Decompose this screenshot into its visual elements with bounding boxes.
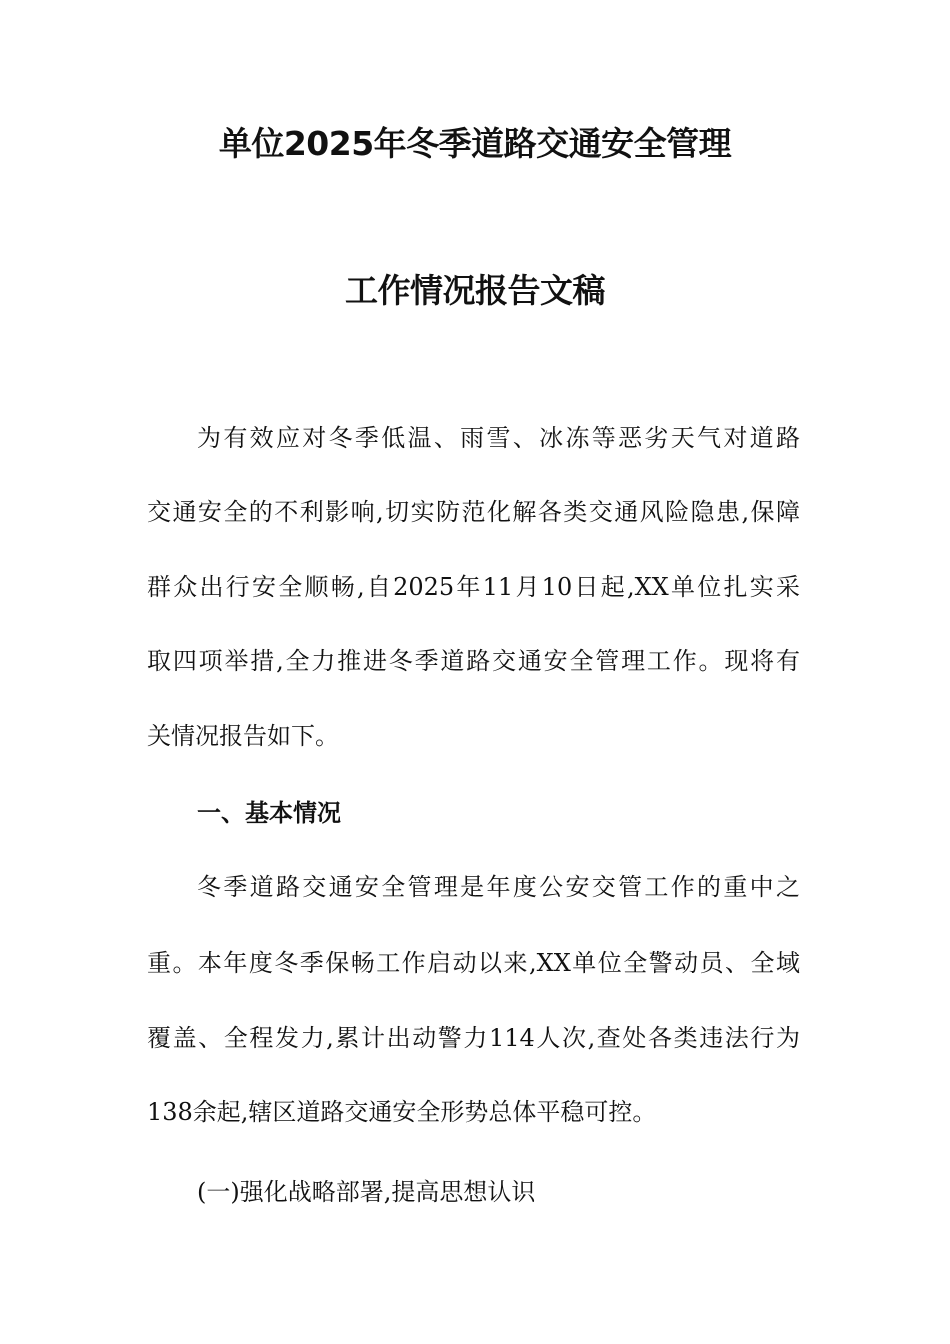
document-title-line-1: 单位2025年冬季道路交通安全管理: [218, 124, 732, 163]
intro-paragraph-line: 为有效应对冬季低温、雨雪、冰冻等恶劣天气对道路: [197, 424, 800, 452]
intro-paragraph-line: 取四项举措,全力推进冬季道路交通安全管理工作。现将有: [147, 647, 800, 675]
document-title-line-2: 工作情况报告文稿: [345, 271, 605, 310]
section-paragraph-line: 冬季道路交通安全管理是年度公安交管工作的重中之: [197, 873, 800, 901]
intro-paragraph-line: 群众出行安全顺畅,自2025年11月10日起,XX单位扎实采: [147, 573, 800, 601]
section-heading: 一、基本情况: [197, 798, 341, 827]
intro-paragraph-line: 交通安全的不利影响,切实防范化解各类交通风险隐患,保障: [147, 498, 800, 526]
section-paragraph-line: 覆盖、全程发力,累计出动警力114人次,查处各类违法行为: [147, 1024, 800, 1052]
subsection-heading: (一)强化战略部署,提高思想认识: [197, 1178, 536, 1206]
section-paragraph-line: 138余起,辖区道路交通安全形势总体平稳可控。: [147, 1098, 657, 1126]
section-paragraph-line: 重。本年度冬季保畅工作启动以来,XX单位全警动员、全域: [147, 949, 800, 977]
intro-paragraph-line: 关情况报告如下。: [147, 722, 339, 750]
